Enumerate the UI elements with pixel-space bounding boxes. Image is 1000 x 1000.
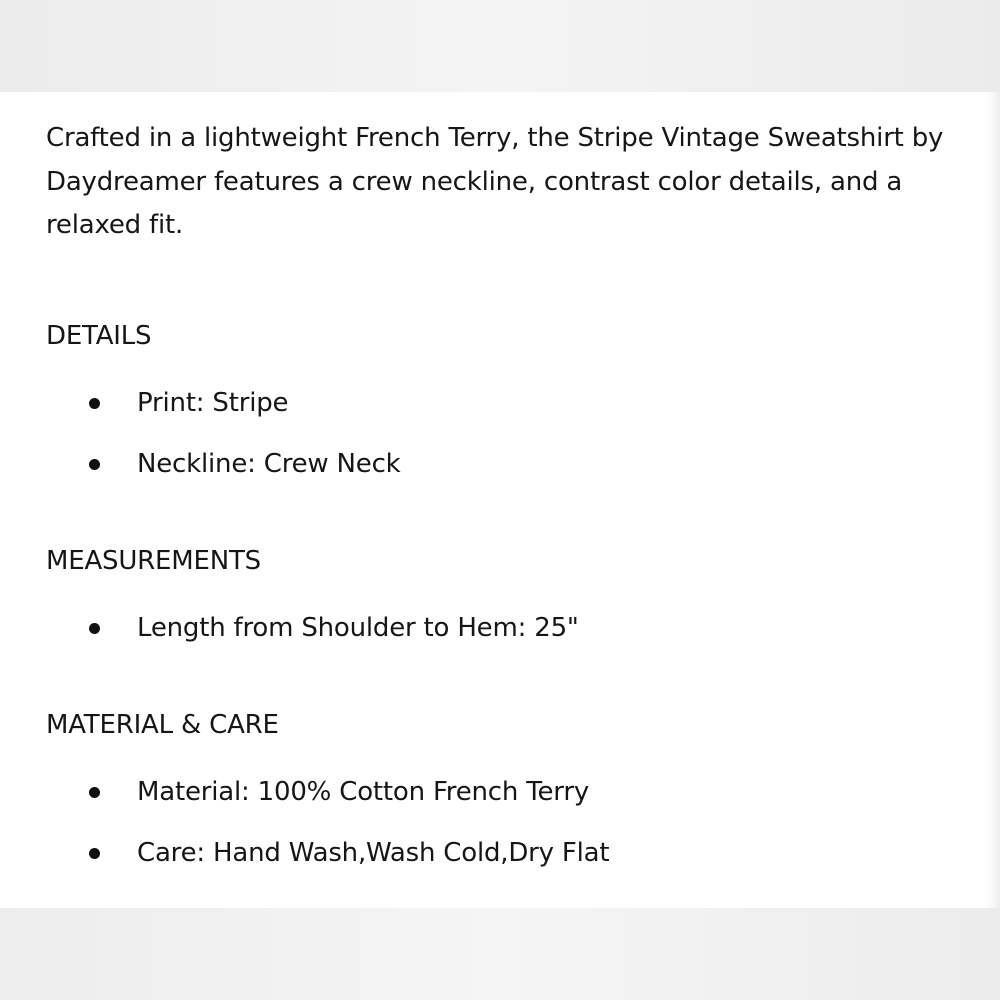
detail-print: Print: Stripe bbox=[137, 388, 289, 418]
list-item bbox=[0, 383, 1000, 444]
bullet-icon bbox=[89, 398, 100, 409]
top-background-band bbox=[0, 0, 1000, 92]
bullet-icon bbox=[89, 623, 100, 634]
details-heading: DETAILS bbox=[46, 321, 152, 351]
care-item: Care: Hand Wash,Wash Cold,Dry Flat bbox=[137, 838, 610, 868]
list-item bbox=[0, 772, 1000, 833]
material-item: Material: 100% Cotton French Terry bbox=[137, 777, 590, 807]
bottom-background-band bbox=[0, 908, 1000, 1000]
bullet-icon bbox=[89, 787, 100, 798]
list-item bbox=[0, 833, 1000, 894]
detail-neckline: Neckline: Crew Neck bbox=[137, 449, 401, 479]
bullet-icon bbox=[89, 848, 100, 859]
product-description: Crafted in a lightweight French Terry, the Stripe Vintage Sweatshirt by Daydreamer features a crew neckline, contrast color details, and a relaxed fit. bbox=[46, 123, 944, 240]
list-item bbox=[0, 608, 1000, 669]
measurements-heading: MEASUREMENTS bbox=[46, 546, 261, 576]
measurement-length: Length from Shoulder to Hem: 25" bbox=[137, 613, 579, 643]
material-care-heading: MATERIAL & CARE bbox=[46, 710, 279, 740]
details-list bbox=[0, 383, 1000, 505]
bullet-icon bbox=[89, 459, 100, 470]
material-care-list bbox=[0, 772, 1000, 894]
measurements-list bbox=[0, 608, 1000, 669]
list-item bbox=[0, 444, 1000, 505]
